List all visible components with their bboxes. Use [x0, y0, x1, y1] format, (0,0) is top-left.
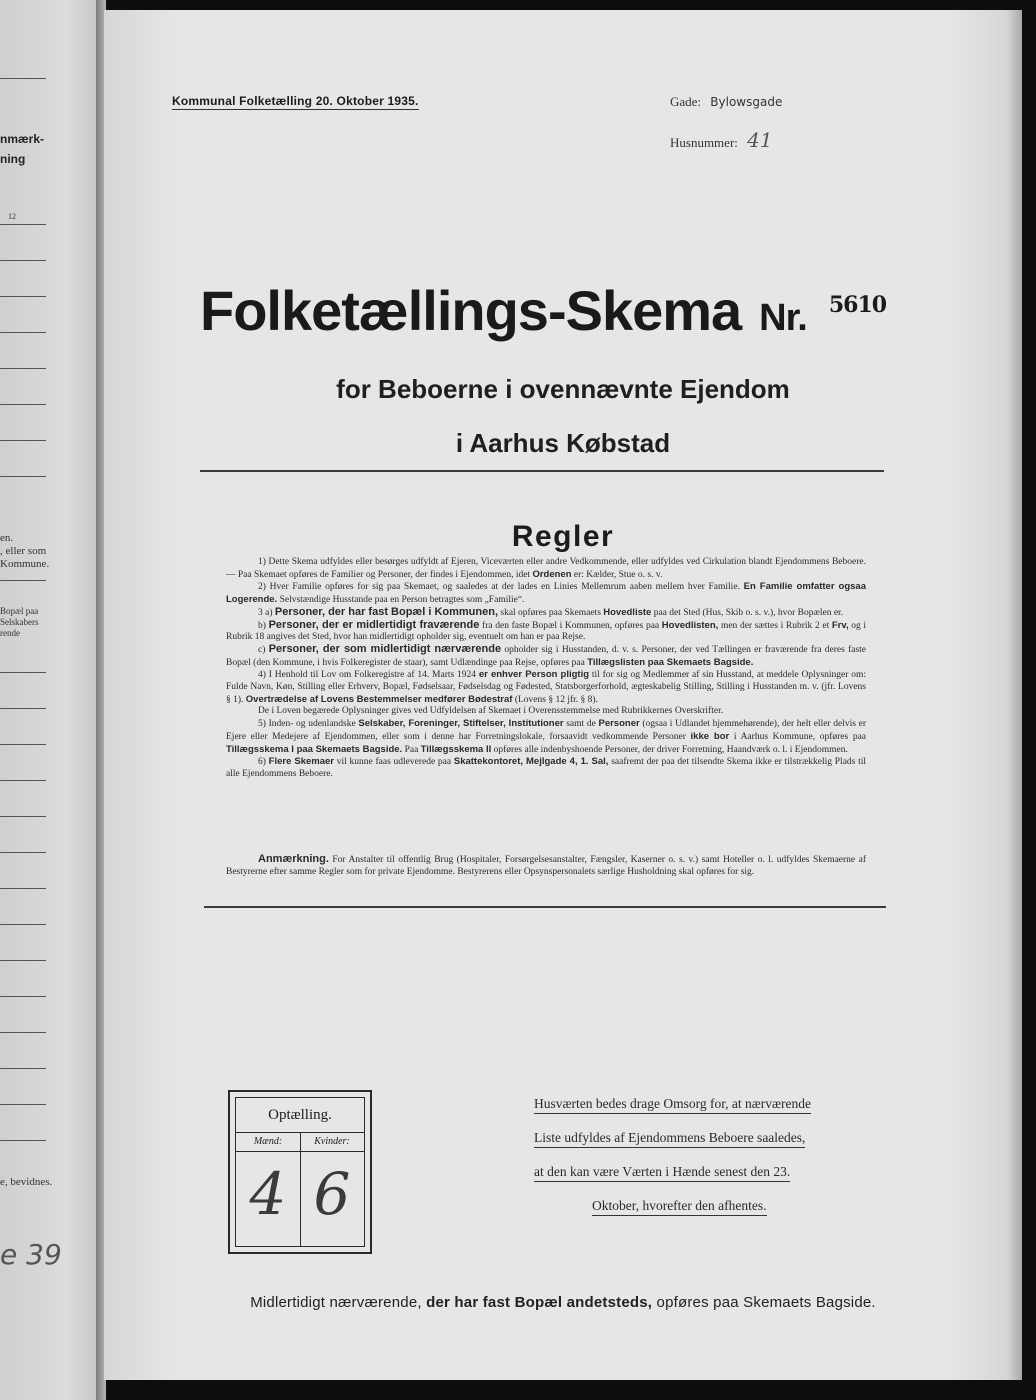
count-box: [228, 1090, 372, 1254]
house-number-value: 41: [747, 128, 773, 152]
left-note-3: Kommune.: [0, 558, 50, 570]
women-label: Kvinder:: [300, 1136, 364, 1152]
left-rule: [0, 672, 46, 673]
rules-body: [226, 557, 866, 781]
footer-bold: der har fast Bopæl andetsteds,: [426, 1294, 653, 1311]
left-rule: [0, 224, 46, 225]
rule-1: 1) Dette Skema udfyldes eller besørges udfyldt af Ejeren, Viceværten eller andre Vedkommende, eller udfyldes ved Cirkulation blandt Ejendommens Beboere. — Paa Skemaet opføres de Familier og Personer, der findes i Ejendommen, idet Ordenen er: Kælder, Stue o. s. v.: [226, 557, 866, 580]
remark-label: Anmærkning.: [258, 853, 329, 865]
house-number-field: [670, 128, 773, 152]
house-number-label: Husnummer:: [670, 135, 738, 150]
rule-5: 5) Inden- og udenlandske Selskaber, Foreninger, Stiftelser, Institutioner samt de Personer (ogsaa i Udlandet hjemmehørende), der helt eller delvis er Ejere eller Medejere af Ejendommen, eller som i denne har Forretningslokale, forsaavidt vedkommende Personer ikke bor i Aarhus Kommune, opføres paa Tillægsskema I paa Skemaets Bagside. Paa Tillægsskema II opføres alle indenbyshoende Personer, der driver Forretning, Haandværk o. l. i Ejendommen.: [226, 718, 867, 755]
left-note-6: rende: [0, 628, 20, 638]
left-note-1: en.: [0, 532, 14, 544]
notice-line-4: Oktober, hvorefter den afhentes.: [592, 1198, 767, 1216]
left-note-4: Bopæl paa: [0, 606, 39, 616]
rules-heading: Regler: [511, 520, 615, 553]
rule-6: 6) Flere Skemaer vil kunne faas udleverede paa Skattekontoret, Mejlgade 4, 1. Sal, saafremt der paa det tilsendte Skema ikke er tilstrækkelig Plads til alle Ejendommens Beboere.: [226, 756, 867, 779]
women-column: [300, 1132, 364, 1246]
rule-3c: c) Personer, der som midlertidigt nærværende opholder sig i Husstanden, d. v. s. Personer, der ved Tællingen er fraværende fra deres faste Bopæl (den Kommune, i hvis Folkeregister de staar), samt Udlændinge paa Rejse, opføres paa Tillægslisten paa Skemaets Bagside.: [226, 642, 867, 668]
notice-line-1: Husværten bedes drage Omsorg for, at nærværende: [534, 1096, 811, 1114]
rules-divider: [204, 906, 886, 908]
left-rule: [0, 744, 46, 745]
rule-3b: b) Personer, der er midlertidigt fraværende fra den faste Bopæl i Kommunen, opføres paa Hovedlisten, men der sættes i Rubrik 2 et Frv, og i Rubrik 18 angives det Sted, hvor han midlertidigt opholder sig, eventuelt om han er paa Rejse.: [226, 618, 867, 643]
left-rule: [0, 924, 46, 925]
left-rule: [0, 1032, 46, 1033]
rule-4: 4) I Henhold til Lov om Folkeregistre af 14. Marts 1924 er enhver Person pligtig til for sig og Medlemmer af sin Husstand, at meddele Oplysninger om: Fulde Navn, Køn, Stilling eller Erhverv, Bopæl, Fødselsaar, Fødselsdag og Fødested, Statsborgerforhold, ægteskabelig Stilling, Stilling i Husstanden m. v. (jfr. Lovens § 1). Overtrædelse af Lovens Bestemmelser medfører Bødestraf (Lovens § 12 jfr. § 8).: [226, 669, 867, 705]
left-header-1: nmærk-: [0, 132, 45, 146]
left-rule: [0, 368, 46, 369]
left-rule: [0, 404, 46, 405]
left-rule: [0, 960, 46, 961]
form-number: 5610: [828, 292, 887, 318]
left-header-2: ning: [0, 152, 26, 166]
street-label: Gade:: [670, 94, 702, 109]
left-rule: [0, 1068, 46, 1069]
left-rule: [0, 332, 46, 333]
left-rule: [0, 440, 46, 441]
form-title: [200, 278, 886, 343]
left-rule: [0, 296, 46, 297]
left-note-5: Selskabers: [0, 617, 39, 627]
title-divider: [200, 470, 884, 472]
rule-2: 2) Hver Familie opføres for sig paa Skemaet, og saaledes at der lades en Linies Mellemrum aaben mellem hver Familie. En Familie omfatter ogsaa Logerende. Selvstændige Husstande paa en Person betragtes som „Familie“.: [226, 581, 866, 606]
street-field: [670, 94, 782, 110]
notice-line-2: Liste udfyldes af Ejendommens Beboere saaledes,: [534, 1130, 805, 1148]
left-rule: [0, 1140, 46, 1141]
footer-post: opføres paa Skemaets Bagside.: [656, 1294, 876, 1311]
women-count: 6: [313, 1160, 351, 1228]
form-subtitle-2: i Aarhus Købstad: [455, 428, 671, 458]
left-col-num: 12: [8, 212, 16, 221]
remark-paragraph: [226, 854, 866, 878]
form-title-main: Folketællings-Skema: [200, 279, 742, 342]
left-rule: [0, 996, 46, 997]
count-heading: Optælling.: [236, 1098, 364, 1133]
left-rule: [0, 476, 46, 477]
notice-line-3: at den kan være Værten i Hænde senest den 23.: [534, 1164, 790, 1182]
left-rule: [0, 816, 46, 817]
left-rule: [0, 780, 46, 781]
rule-4b: De i Loven begærede Oplysninger gives ved Udfyldelsen af Skemaet i Overensstemmelse med Rubrikkernes Overskrifter.: [258, 706, 724, 717]
left-handwritten: e 39: [0, 1238, 62, 1271]
page-edge: [1006, 10, 1022, 1380]
footer-note: [104, 1294, 1022, 1311]
rule-3a: 3 a) Personer, der har fast Bopæl i Kommunen, skal opføres paa Skemaets Hovedliste paa det Sted (Hus, Skib o. s. v.), hvor Bopælen er.: [258, 605, 844, 618]
left-rule: [0, 708, 46, 709]
left-rule: [0, 260, 46, 261]
left-adjacent-page: [0, 0, 96, 1400]
remark-text: For Anstalter til offentlig Brug (Hospitaler, Forsørgelsesanstalter, Fængsler, Kaserner o. s. v.) samt Hoteller o. l. udfyldes Skemaerne af Bestyrerne efter samme Regler som for private Ejendomme. Bestyrerens eller Opsynspersonalets særlige Husholdning skal opføres for sig.: [226, 855, 866, 877]
form-nr-label: Nr.: [759, 297, 807, 339]
men-count: 4: [249, 1160, 287, 1228]
form-subtitle-1: for Beboerne i ovennævnte Ejendom: [336, 374, 790, 404]
men-column: [236, 1132, 301, 1246]
left-rule: [0, 888, 46, 889]
men-label: Mænd:: [236, 1136, 300, 1152]
left-rule: [0, 78, 46, 79]
left-note-7: e, bevidnes.: [0, 1176, 53, 1188]
left-note-2: , eller som: [0, 545, 47, 557]
census-form-page: [104, 10, 1022, 1380]
footer-pre: Midlertidigt nærværende,: [250, 1294, 422, 1311]
left-rule: [0, 1104, 46, 1105]
census-line: Kommunal Folketælling 20. Oktober 1935.: [172, 94, 419, 108]
left-rule: [0, 580, 46, 581]
street-value: Bylowsgade: [710, 95, 783, 109]
left-rule: [0, 852, 46, 853]
